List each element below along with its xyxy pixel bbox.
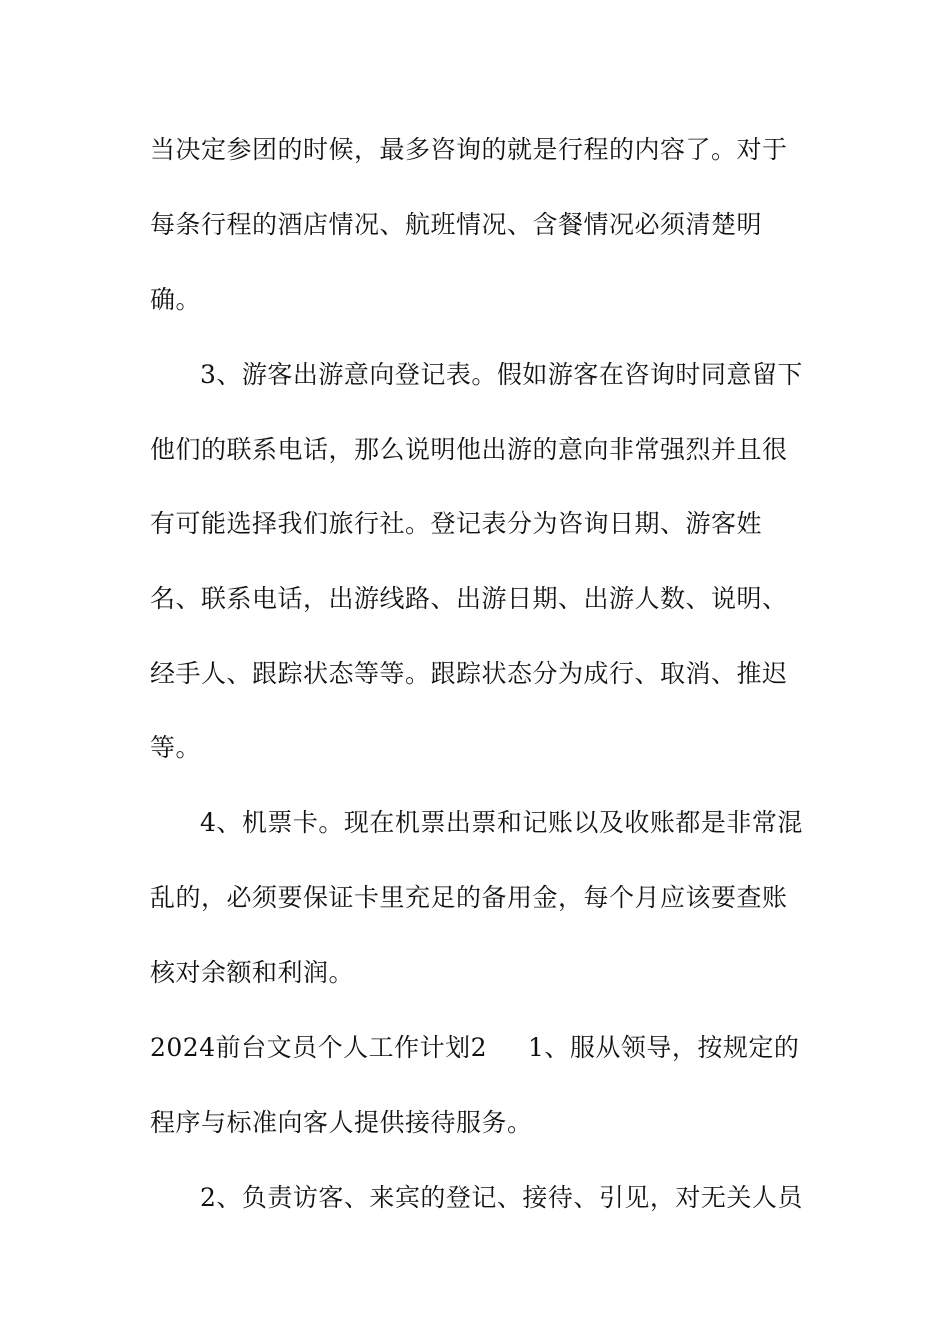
text-line: 他们的联系电话，那么说明他出游的意向非常强烈并且很 <box>150 435 788 464</box>
text-line: 每条行程的酒店情况、航班情况、含餐情况必须清楚明 <box>150 210 763 239</box>
text-line: 当决定参团的时候，最多咨询的就是行程的内容了。对于 <box>150 135 788 164</box>
text-line: 乱的，必须要保证卡里充足的备用金，每个月应该要查账 <box>150 883 788 912</box>
text-line: 等。 <box>150 733 202 762</box>
text-line: 有可能选择我们旅行社。登记表分为咨询日期、游客姓 <box>150 509 763 538</box>
text-line: 1、服从领导，按规定的 <box>528 1033 800 1062</box>
text-line: 核对余额和利润。 <box>150 958 355 987</box>
text-line: 经手人、跟踪状态等等。跟踪状态分为成行、取消、推迟 <box>150 659 788 688</box>
text-line: 2、负责访客、来宾的登记、接待、引见，对无关人员 <box>200 1183 803 1212</box>
section-heading: 2024前台文员个人工作计划2 <box>150 1033 488 1062</box>
text-line: 名、联系电话，出游线路、出游日期、出游人数、说明、 <box>150 584 788 613</box>
text-line: 3、游客出游意向登记表。假如游客在咨询时同意留下 <box>200 360 803 389</box>
text-line: 程序与标准向客人提供接待服务。 <box>150 1108 533 1137</box>
text-line: 确。 <box>150 285 202 314</box>
text-line: 4、机票卡。现在机票出票和记账以及收账都是非常混 <box>200 808 803 837</box>
